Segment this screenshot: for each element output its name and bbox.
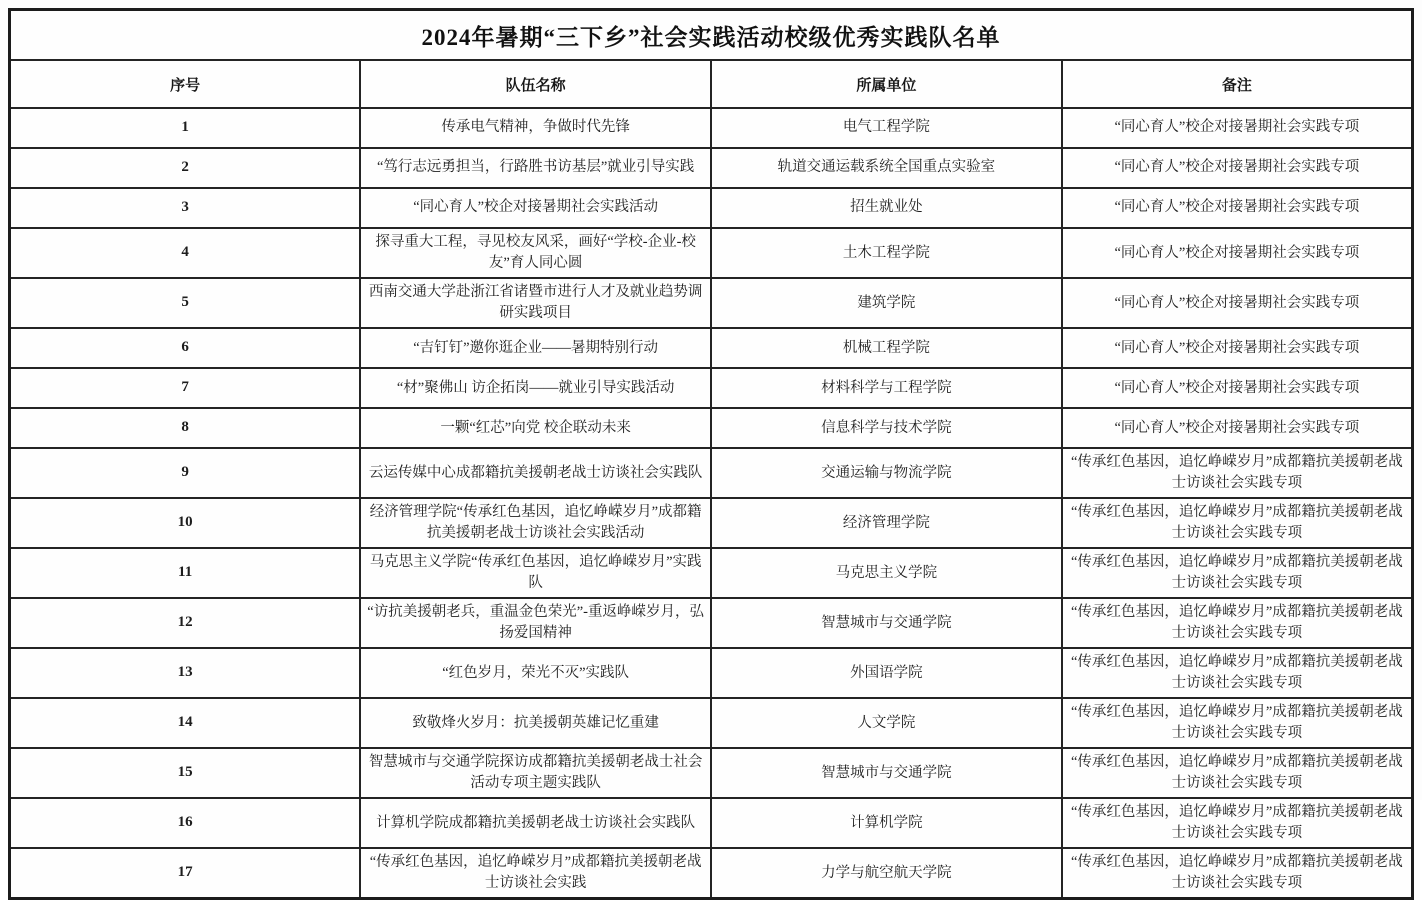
cell-no: 13 bbox=[10, 648, 361, 698]
cell-unit: 外国语学院 bbox=[711, 648, 1062, 698]
cell-no: 2 bbox=[10, 148, 361, 188]
cell-unit: 材料科学与工程学院 bbox=[711, 368, 1062, 408]
title-row bbox=[10, 10, 1413, 61]
cell-no: 3 bbox=[10, 188, 361, 228]
table-row bbox=[10, 698, 1413, 748]
cell-team: 一颗“红芯”向党 校企联动未来 bbox=[360, 408, 711, 448]
cell-unit: 招生就业处 bbox=[711, 188, 1062, 228]
column-header-unit: 所属单位 bbox=[711, 60, 1062, 108]
cell-team: 马克思主义学院“传承红色基因，追忆峥嵘岁月”实践队 bbox=[360, 548, 711, 598]
cell-remark: “传承红色基因，追忆峥嵘岁月”成都籍抗美援朝老战士访谈社会实践专项 bbox=[1062, 748, 1413, 798]
cell-no: 8 bbox=[10, 408, 361, 448]
cell-team: “笃行志远勇担当，行路胜书访基层”就业引导实践 bbox=[360, 148, 711, 188]
cell-no: 6 bbox=[10, 328, 361, 368]
cell-no: 9 bbox=[10, 448, 361, 498]
cell-remark: “同心育人”校企对接暑期社会实践专项 bbox=[1062, 228, 1413, 278]
cell-unit: 人文学院 bbox=[711, 698, 1062, 748]
table-row bbox=[10, 598, 1413, 648]
page-title: 2024年暑期“三下乡”社会实践活动校级优秀实践队名单 bbox=[10, 10, 1413, 61]
cell-team: “材”聚佛山 访企拓岗——就业引导实践活动 bbox=[360, 368, 711, 408]
table-row bbox=[10, 548, 1413, 598]
cell-team: “传承红色基因，追忆峥嵘岁月”成都籍抗美援朝老战士访谈社会实践 bbox=[360, 848, 711, 899]
cell-unit: 机械工程学院 bbox=[711, 328, 1062, 368]
cell-unit: 信息科学与技术学院 bbox=[711, 408, 1062, 448]
cell-unit: 电气工程学院 bbox=[711, 108, 1062, 148]
cell-team: 云运传媒中心成都籍抗美援朝老战士访谈社会实践队 bbox=[360, 448, 711, 498]
table-row bbox=[10, 278, 1413, 328]
table-row bbox=[10, 448, 1413, 498]
cell-remark: “传承红色基因，追忆峥嵘岁月”成都籍抗美援朝老战士访谈社会实践专项 bbox=[1062, 798, 1413, 848]
cell-team: “红色岁月，荣光不灭”实践队 bbox=[360, 648, 711, 698]
cell-team: 探寻重大工程，寻见校友风采，画好“学校-企业-校友”育人同心圆 bbox=[360, 228, 711, 278]
cell-no: 4 bbox=[10, 228, 361, 278]
cell-no: 5 bbox=[10, 278, 361, 328]
cell-no: 1 bbox=[10, 108, 361, 148]
table-row bbox=[10, 188, 1413, 228]
cell-remark: “同心育人”校企对接暑期社会实践专项 bbox=[1062, 148, 1413, 188]
cell-unit: 交通运输与物流学院 bbox=[711, 448, 1062, 498]
column-header-no: 序号 bbox=[10, 60, 361, 108]
cell-no: 11 bbox=[10, 548, 361, 598]
cell-team: “吉钉钉”邀你逛企业——暑期特别行动 bbox=[360, 328, 711, 368]
table-row bbox=[10, 498, 1413, 548]
cell-remark: “传承红色基因，追忆峥嵘岁月”成都籍抗美援朝老战士访谈社会实践专项 bbox=[1062, 598, 1413, 648]
cell-no: 10 bbox=[10, 498, 361, 548]
cell-unit: 智慧城市与交通学院 bbox=[711, 598, 1062, 648]
cell-unit: 经济管理学院 bbox=[711, 498, 1062, 548]
cell-team: 计算机学院成都籍抗美援朝老战士访谈社会实践队 bbox=[360, 798, 711, 848]
cell-remark: “传承红色基因，追忆峥嵘岁月”成都籍抗美援朝老战士访谈社会实践专项 bbox=[1062, 448, 1413, 498]
header-row bbox=[10, 60, 1413, 108]
cell-team: “访抗美援朝老兵，重温金色荣光”-重返峥嵘岁月，弘扬爱国精神 bbox=[360, 598, 711, 648]
cell-no: 12 bbox=[10, 598, 361, 648]
cell-unit: 智慧城市与交通学院 bbox=[711, 748, 1062, 798]
table-row bbox=[10, 108, 1413, 148]
cell-remark: “传承红色基因，追忆峥嵘岁月”成都籍抗美援朝老战士访谈社会实践专项 bbox=[1062, 848, 1413, 899]
table-head bbox=[10, 10, 1413, 109]
cell-no: 14 bbox=[10, 698, 361, 748]
cell-remark: “传承红色基因，追忆峥嵘岁月”成都籍抗美援朝老战士访谈社会实践专项 bbox=[1062, 548, 1413, 598]
table-row bbox=[10, 848, 1413, 899]
cell-team: 传承电气精神，争做时代先锋 bbox=[360, 108, 711, 148]
cell-remark: “传承红色基因，追忆峥嵘岁月”成都籍抗美援朝老战士访谈社会实践专项 bbox=[1062, 648, 1413, 698]
cell-unit: 力学与航空航天学院 bbox=[711, 848, 1062, 899]
cell-unit: 计算机学院 bbox=[711, 798, 1062, 848]
cell-remark: “同心育人”校企对接暑期社会实践专项 bbox=[1062, 108, 1413, 148]
cell-no: 16 bbox=[10, 798, 361, 848]
column-header-team: 队伍名称 bbox=[360, 60, 711, 108]
table-row bbox=[10, 328, 1413, 368]
table-row bbox=[10, 368, 1413, 408]
cell-no: 15 bbox=[10, 748, 361, 798]
cell-no: 7 bbox=[10, 368, 361, 408]
table-row bbox=[10, 798, 1413, 848]
cell-remark: “传承红色基因，追忆峥嵘岁月”成都籍抗美援朝老战士访谈社会实践专项 bbox=[1062, 498, 1413, 548]
cell-remark: “同心育人”校企对接暑期社会实践专项 bbox=[1062, 408, 1413, 448]
cell-unit: 建筑学院 bbox=[711, 278, 1062, 328]
cell-no: 17 bbox=[10, 848, 361, 899]
table-row bbox=[10, 408, 1413, 448]
table-row bbox=[10, 648, 1413, 698]
cell-remark: “同心育人”校企对接暑期社会实践专项 bbox=[1062, 368, 1413, 408]
table-row bbox=[10, 228, 1413, 278]
cell-unit: 轨道交通运载系统全国重点实验室 bbox=[711, 148, 1062, 188]
cell-unit: 土木工程学院 bbox=[711, 228, 1062, 278]
cell-remark: “同心育人”校企对接暑期社会实践专项 bbox=[1062, 188, 1413, 228]
table-body bbox=[10, 108, 1413, 899]
cell-team: 致敬烽火岁月：抗美援朝英雄记忆重建 bbox=[360, 698, 711, 748]
practice-team-table bbox=[8, 8, 1414, 900]
cell-unit: 马克思主义学院 bbox=[711, 548, 1062, 598]
cell-team: 经济管理学院“传承红色基因，追忆峥嵘岁月”成都籍抗美援朝老战士访谈社会实践活动 bbox=[360, 498, 711, 548]
table-row bbox=[10, 148, 1413, 188]
cell-team: 西南交通大学赴浙江省诸暨市进行人才及就业趋势调研实践项目 bbox=[360, 278, 711, 328]
table-row bbox=[10, 748, 1413, 798]
cell-team: “同心育人”校企对接暑期社会实践活动 bbox=[360, 188, 711, 228]
cell-remark: “传承红色基因，追忆峥嵘岁月”成都籍抗美援朝老战士访谈社会实践专项 bbox=[1062, 698, 1413, 748]
column-header-remark: 备注 bbox=[1062, 60, 1413, 108]
cell-team: 智慧城市与交通学院探访成都籍抗美援朝老战士社会活动专项主题实践队 bbox=[360, 748, 711, 798]
cell-remark: “同心育人”校企对接暑期社会实践专项 bbox=[1062, 278, 1413, 328]
cell-remark: “同心育人”校企对接暑期社会实践专项 bbox=[1062, 328, 1413, 368]
